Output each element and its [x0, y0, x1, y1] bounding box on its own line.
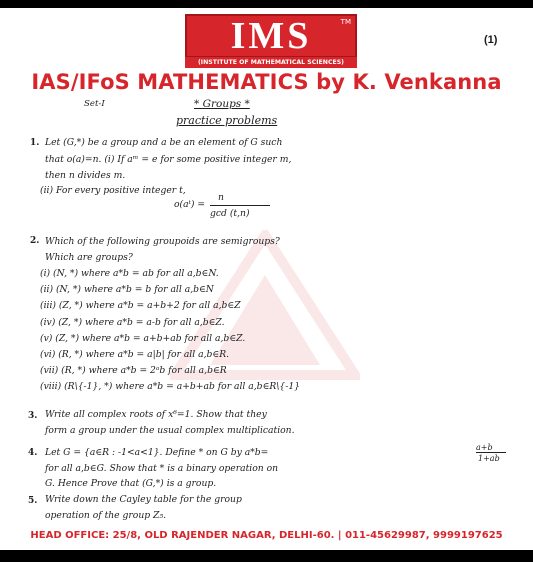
- problem-line: Which are groups?: [45, 252, 133, 263]
- problem-line: operation of the group Z₅.: [45, 510, 167, 521]
- problem-line: (vii) (R, *) where a*b = 2ᵃb for all a,b∈R: [40, 365, 227, 376]
- problem-line: Write down the Cayley table for the group: [45, 494, 242, 505]
- fraction-bar: [476, 452, 506, 453]
- problem-line: (iv) (Z, *) where a*b = a-b for all a,b∈Z.: [40, 317, 225, 328]
- ims-logo: [185, 14, 357, 58]
- problem-line: Which of the following groupoids are semigroups?: [45, 236, 280, 247]
- problem-line: Let G = {a∈R : -1<a<1}. Define * on G by a*b=: [45, 447, 269, 458]
- problem-line: (ii) (N, *) where a*b = b for all a,b∈N: [40, 284, 214, 295]
- problem-line: Let (G,*) be a group and a be an element of G such: [45, 137, 283, 148]
- problem-line: that o(a)=n. (i) If aᵐ = e for some positive integer m,: [45, 154, 292, 165]
- fraction-numerator: a+b: [476, 443, 493, 452]
- problem-line: (iii) (Z, *) where a*b = a+b+2 for all a,b∈Z: [40, 300, 241, 311]
- problem-line: (ii) For every positive integer t,: [40, 185, 186, 196]
- logo-text: IMS: [230, 15, 312, 57]
- formula-lhs: o(aᵗ) =: [174, 199, 206, 210]
- logo-subtitle: (INSTITUTE OF MATHEMATICAL SCIENCES): [185, 57, 357, 68]
- page-number: (1): [484, 34, 498, 46]
- problem-number: 1.: [30, 138, 40, 148]
- fraction-denominator: 1+ab: [478, 454, 500, 463]
- footer-contact: HEAD OFFICE: 25/8, OLD RAJENDER NAGAR, DELHI-60. | 011-45629987, 9999197625: [30, 530, 503, 541]
- bottom-border: [0, 550, 533, 562]
- problem-number: 2.: [30, 236, 40, 246]
- section-heading: * Groups *: [194, 98, 250, 110]
- problem-line: Write all complex roots of x⁶=1. Show that they: [45, 409, 267, 420]
- problem-line: form a group under the usual complex multiplication.: [45, 425, 295, 436]
- problem-number: 3.: [28, 411, 38, 421]
- trademark-mark: TM: [340, 18, 351, 26]
- problem-line: (v) (Z, *) where a*b = a+b+ab for all a,b∈Z.: [40, 333, 246, 344]
- problem-line: (viii) (R\{-1}, *) where a*b = a+b+ab for all a,b∈R\{-1}: [40, 381, 301, 392]
- formula-numerator: n: [218, 192, 224, 203]
- problem-line: (i) (N, *) where a*b = ab for all a,b∈N.: [40, 268, 219, 279]
- section-subheading: practice problems: [176, 114, 278, 127]
- problem-number: 5.: [28, 496, 38, 506]
- top-border: [0, 0, 533, 8]
- fraction-bar: [210, 205, 270, 206]
- problem-line: then n divides m.: [45, 170, 126, 181]
- problem-line: (vi) (R, *) where a*b = a|b| for all a,b∈R.: [40, 349, 230, 360]
- page-title: IAS/IFoS MATHEMATICS by K. Venkanna: [31, 70, 502, 94]
- formula-denominator: gcd (t,n): [210, 208, 250, 219]
- problem-line: G. Hence Prove that (G,*) is a group.: [45, 478, 217, 489]
- problem-line: for all a,b∈G. Show that * is a binary operation on: [45, 463, 279, 474]
- set-label: Set-I: [84, 99, 105, 109]
- problem-number: 4.: [28, 448, 38, 458]
